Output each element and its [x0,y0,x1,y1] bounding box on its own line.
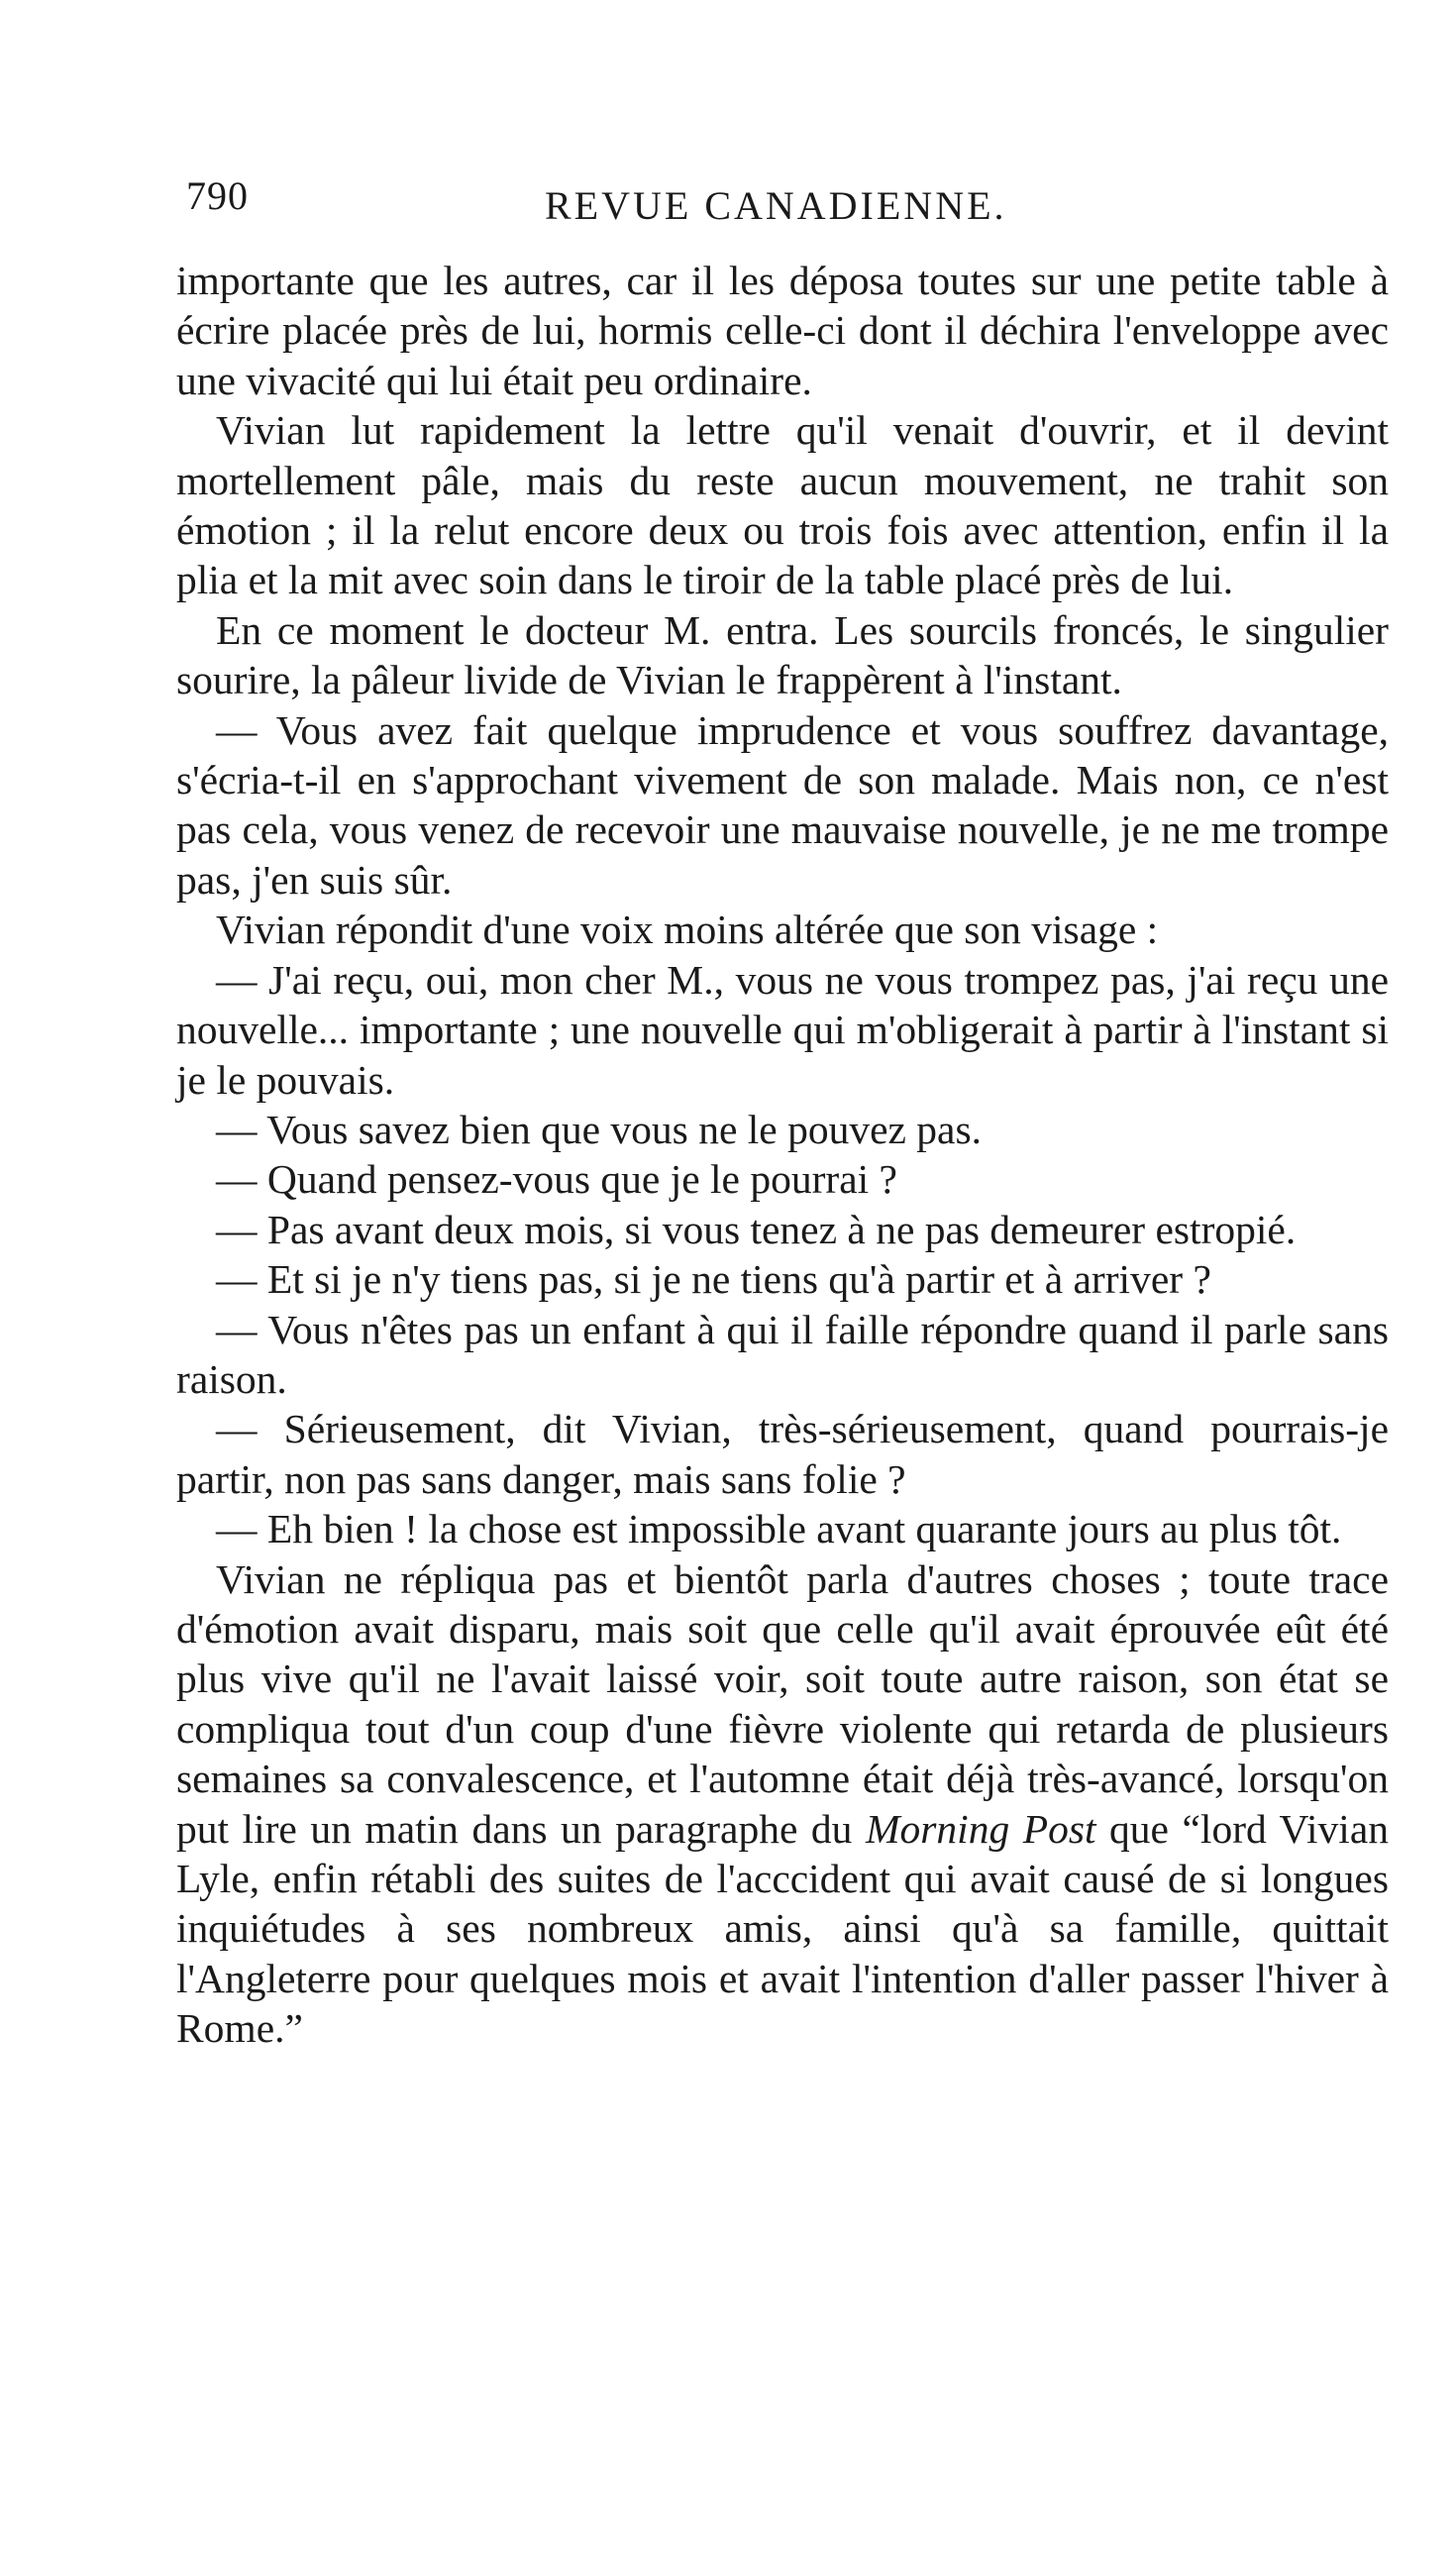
page-number: 790 [186,173,249,218]
paragraph-continuation: importante que les autres, car il les déposa toutes sur une petite table à écrire placée près de lui, hormis celle-ci dont il déchira l'enveloppe avec une vivacité qui lui était peu ordinaire. [176,258,1389,403]
dialogue-line: — Pas avant deux mois, si vous tenez à ne pas demeurer estropié. [216,1206,1297,1252]
final-text-after: que “lord Vivian Lyle, enfin rétabli des suites de l'acccident qui avait causé de si longues inquiétudes à ses nombreux amis, ainsi qu'à sa famille, quittait l'Angleterre pour quelques mois et avait l'intention d'aller passer l'hiver à Rome.” [176,1805,1389,2052]
dialogue-line: — Vous n'êtes pas un enfant à qui il faille répondre quand il parle sans raison. [176,1306,1389,1402]
dialogue-line: — J'ai reçu, oui, mon cher M., vous ne vous trompez pas, j'ai reçu une nouvelle... importante ; une nouvelle qui m'obligerait à partir à l'instant si je le pouvais. [176,956,1389,1103]
body-text [176,256,1389,2054]
final-text-before: Vivian ne répliqua pas et bientôt parla d'autres choses ; toute trace d'émotion avait disparu, mais soit que celle qu'il avait éprouvée eût été plus vive qu'il ne l'avait laissé voir, soit toute autre raison, son état se compliqua tout d'un coup d'une fièvre violente qui retarda de plusieurs semaines sa convalescence, et l'automne était déjà très-avancé, lorsqu'on put lire un matin dans un paragraphe du [176,1555,1389,1852]
paragraph: Vivian répondit d'une voix moins altérée que son visage : [216,907,1159,953]
dialogue-line: — Sérieusement, dit Vivian, très-sérieusement, quand pourrais-je partir, non pas sans danger, mais sans folie ? [176,1406,1389,1502]
dialogue-line: — Et si je n'y tiens pas, si je ne tiens qu'à partir et à arriver ? [216,1256,1211,1303]
paragraph-final [176,1554,1389,2054]
running-head [178,168,1426,228]
journal-title: REVUE CANADIENNE. [545,183,1007,228]
dialogue-line: — Vous savez bien que vous ne le pouvez pas. [216,1106,982,1152]
dialogue-line: — Eh bien ! la chose est impossible avant quarante jours au plus tôt. [216,1506,1342,1552]
paragraph: En ce moment le docteur M. entra. Les sourcils froncés, le singulier sourire, la pâleur livide de Vivian le frappèrent à l'instant. [176,606,1389,703]
dialogue-line: — Quand pensez-vous que je le pourrai ? [216,1156,897,1203]
newspaper-title: Morning Post [865,1805,1096,1852]
dialogue-line: — Vous avez fait quelque imprudence et vous souffrez davantage, s'écria-t-il en s'approchant vivement de son malade. Mais non, ce n'est pas cela, vous venez de recevoir une mauvaise nouvelle, je ne me trompe pas, j'en suis sûr. [176,706,1389,903]
paragraph: Vivian lut rapidement la lettre qu'il venait d'ouvrir, et il devint mortellement pâle, mais du reste aucun mouvement, ne trahit son émotion ; il la relut encore deux ou trois fois avec attention, enfin il la plia et la mit avec soin dans le tiroir de la table placé près de lui. [176,407,1389,603]
